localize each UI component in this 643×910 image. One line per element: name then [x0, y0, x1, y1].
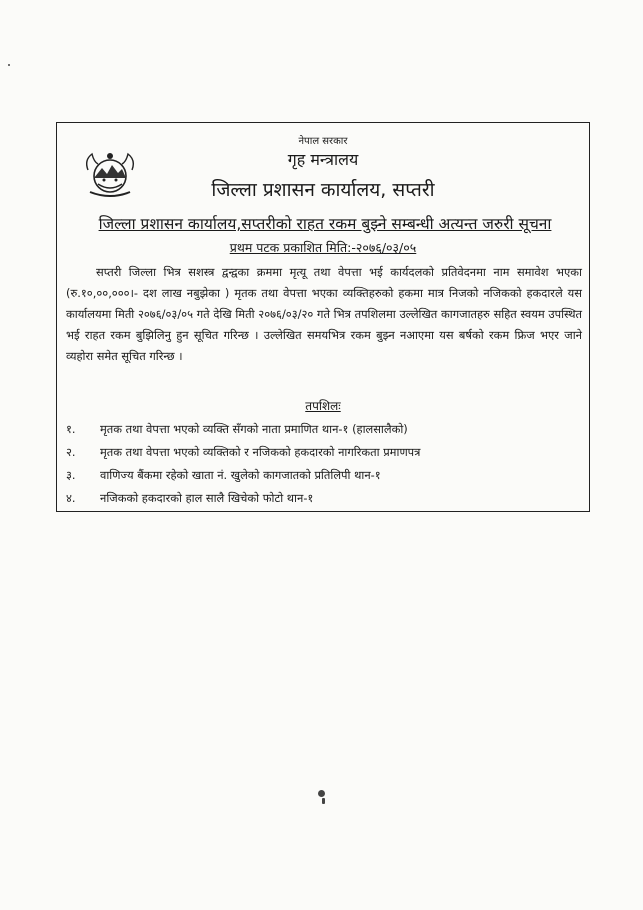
ministry-label: गृह मन्त्रालय — [287, 150, 359, 169]
details-heading: तपशिलः — [305, 399, 341, 413]
government-label: नेपाल सरकार — [298, 136, 348, 147]
list-item — [66, 441, 582, 464]
item-text: नजिकको हकदारको हाल सालै खिचेको फोटो थान-१ — [100, 491, 314, 505]
item-number: ४. — [66, 491, 76, 505]
details-list — [66, 418, 582, 510]
paper-speck — [322, 798, 325, 804]
office-title: जिल्ला प्रशासन कार्यालय, सप्तरी — [211, 179, 435, 201]
item-number: १. — [66, 422, 76, 436]
item-text: वाणिज्य बैंकमा रहेको खाता नं. खुलेको कागजातको प्रतिलिपी थान-१ — [100, 468, 381, 482]
publish-date: प्रथम पटक प्रकाशित मिति:-२०७६/०३/०५ — [229, 240, 417, 255]
list-item — [66, 464, 582, 487]
item-text: मृतक तथा वेपत्ता भएको व्यक्ति सँगको नाता प्रमाणित थान-१ (हालसालैको) — [100, 422, 408, 436]
item-number: ३. — [66, 468, 76, 482]
paper-speck — [318, 790, 325, 797]
notice-title: जिल्ला प्रशासन कार्यालय,सप्तरीको राहत रकम बुझ्ने सम्बन्धी अत्यन्त जरुरी सूचना — [98, 215, 552, 233]
paper-speck — [8, 64, 10, 66]
notice-body: सप्तरी जिल्ला भित्र सशस्त्र द्वन्द्वका क्रममा मृत्यू तथा वेपत्ता भई कार्यदलको प्रतिवेदनमा नाम समावेश भएका (रु.१०,००,०००।- दश लाख नबुझेका ) मृतक तथा वेपत्ता भएका व्यक्तिहरुको हकमा मात्र निजको नजिकको हकदारले यस कार्यालयमा मिती २०७६/०३/०५ गते देखि मिती २०७६/०३/२० गते भित्र तपशिलमा उल्लेखित कागजातहरु सहित स्वयम उपस्थित भई राहत रकम बुझिलिनु हुन सूचित गरिन्छ । उल्लेखित समयभित्र रकम बुझ्न नआएमा यस बर्षको रकम फ्रिज भएर जाने व्यहोरा समेत सूचित गरिन्छ । — [66, 265, 582, 363]
list-item — [66, 418, 582, 441]
list-item — [66, 487, 582, 510]
item-number: २. — [66, 445, 76, 459]
item-text: मृतक तथा वेपत्ता भएको व्यक्तिको र नजिकको हकदारको नागरिकता प्रमाणपत्र — [100, 445, 421, 459]
